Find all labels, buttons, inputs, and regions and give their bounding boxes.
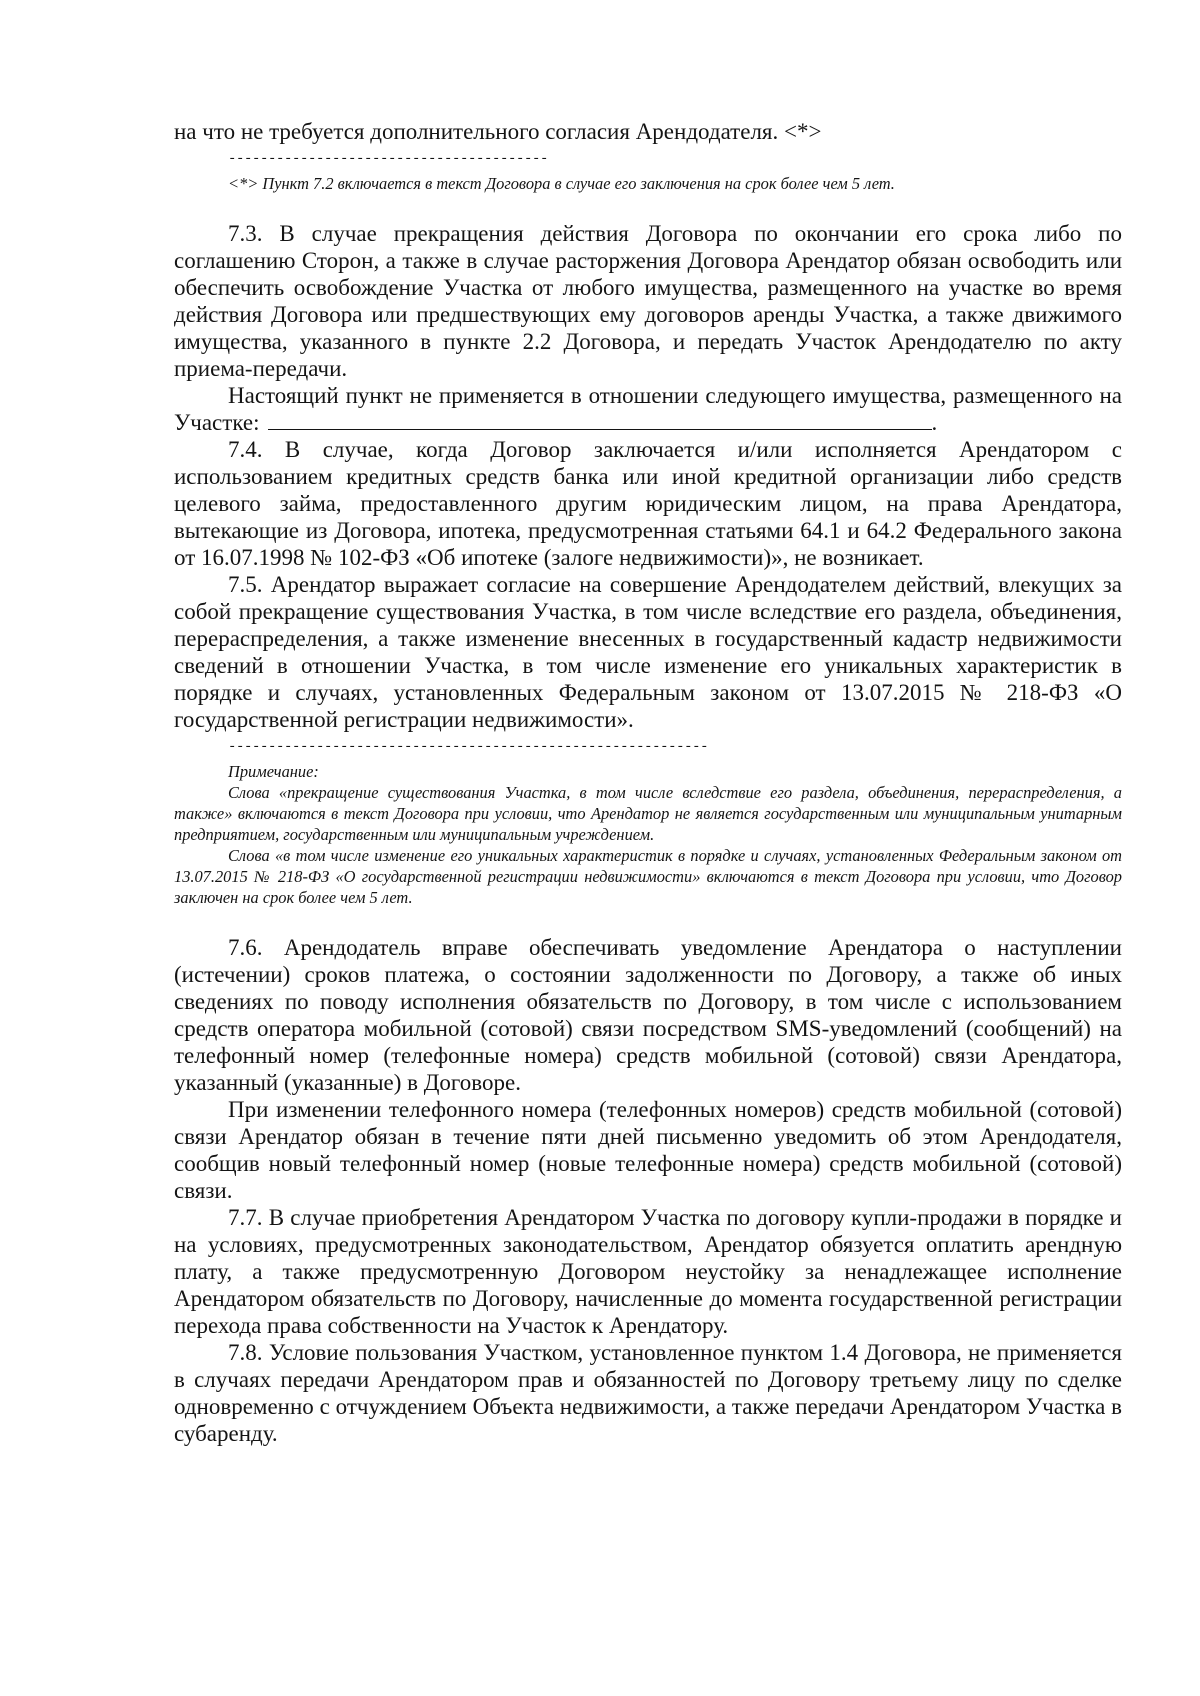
- note-separator: ------------------------------------------------------------: [228, 739, 709, 755]
- clause-7-3-exception-text: Настоящий пункт не применяется в отношении следующего имущества, размещенного на Участке:: [174, 383, 1122, 435]
- clause-7-3-exception: [174, 382, 1122, 436]
- clause-7-8: 7.8. Условие пользования Участком, установленное пунктом 1.4 Договора, не применяется в случаях передачи Арендатором прав и обязанностей по Договору третьему лицу по сделке одновременно с отчуждением Объекта недвижимости, а также передачи Арендатором Участка в субаренду.: [174, 1340, 1122, 1446]
- clause-7-3-exception-end: .: [931, 410, 938, 435]
- note-label: Примечание:: [228, 762, 319, 781]
- note-1: Слова «прекращение существования Участка, в том числе вследствие его раздела, объединения, перераспределения, а также» включаются в текст Договора при условии, что Арендатор не является государственным или муниципальным унитарным предприятием, государственным или муниципальным учреждением.: [174, 783, 1122, 844]
- clause-7-3: 7.3. В случае прекращения действия Договора по окончании его срока либо по соглашению Сторон, а также в случае расторжения Договора Арендатор обязан освободить или обеспечить освобождение Участка от любого имущества, размещенного на участке во время действия Договора или предшествующих ему договоров аренды Участка, а также движимого имущества, указанного в пункте 2.2 Договора, и передать Участок Арендодателю по акту приема-передачи.: [174, 221, 1122, 381]
- note-2: Слова «в том числе изменение его уникальных характеристик в порядке и случаях, установленных Федеральным законом от 13.07.2015 № 218-ФЗ «О государственной регистрации недвижимости» включаются в текст Договора при условии, что Договор заключен на срок более чем 5 лет.: [174, 846, 1122, 907]
- clause-7-6: 7.6. Арендодатель вправе обеспечивать уведомление Арендатора о наступлении (истечении) сроков платежа, о состоянии задолженности по Договору, а также об иных сведениях по поводу исполнения обязательств по Договору, в том числе с использованием средств оператора мобильной (сотовой) связи посредством SMS-уведомлений (сообщений) на телефонный номер (телефонные номера) средств мобильной (сотовой) связи Арендатора, указанный (указанные) в Договоре.: [174, 935, 1122, 1095]
- property-blank-field: [268, 409, 932, 430]
- clause-7-4: 7.4. В случае, когда Договор заключается и/или исполняется Арендатором с использованием кредитных средств банка или иной кредитной организации либо средств целевого займа, предоставленного другим юридическим лицом, на права Арендатора, вытекающие из Договора, ипотека, предусмотренная статьями 64.1 и 64.2 Федерального закона от 16.07.1998 № 102-ФЗ «Об ипотеке (залоге недвижимости)», не возникает.: [174, 437, 1122, 570]
- continuation-line: на что не требуется дополнительного согласия Арендодателя. <*>: [174, 119, 822, 144]
- footnote-7-2: <*> Пункт 7.2 включается в текст Договора в случае его заключения на срок более чем 5 лет.: [228, 174, 895, 193]
- document-page: [174, 118, 1122, 1447]
- footnote-separator: ----------------------------------------: [228, 151, 549, 167]
- clause-7-5: 7.5. Арендатор выражает согласие на совершение Арендодателем действий, влекущих за собой прекращение существования Участка, в том числе вследствие его раздела, объединения, перераспределения, а также изменение внесенных в государственный кадастр недвижимости сведений в отношении Участка, в том числе изменение его уникальных характеристик в порядке и случаях, установленных Федеральным законом от 13.07.2015 № 218-ФЗ «О государственной регистрации недвижимости».: [174, 572, 1122, 732]
- clause-7-6-phone-change: При изменении телефонного номера (телефонных номеров) средств мобильной (сотовой) связи Арендатор обязан в течение пяти дней письменно уведомить об этом Арендодателя, сообщив новый телефонный номер (новые телефонные номера) средств мобильной (сотовой) связи.: [174, 1097, 1122, 1203]
- clause-7-7: 7.7. В случае приобретения Арендатором Участка по договору купли-продажи в порядке и на условиях, предусмотренных законодательством, Арендатор обязуется оплатить арендную плату, а также предусмотренную Договором неустойку за ненадлежащее исполнение Арендатором обязательств по Договору, начисленные до момента государственной регистрации перехода права собственности на Участок к Арендатору.: [174, 1205, 1122, 1338]
